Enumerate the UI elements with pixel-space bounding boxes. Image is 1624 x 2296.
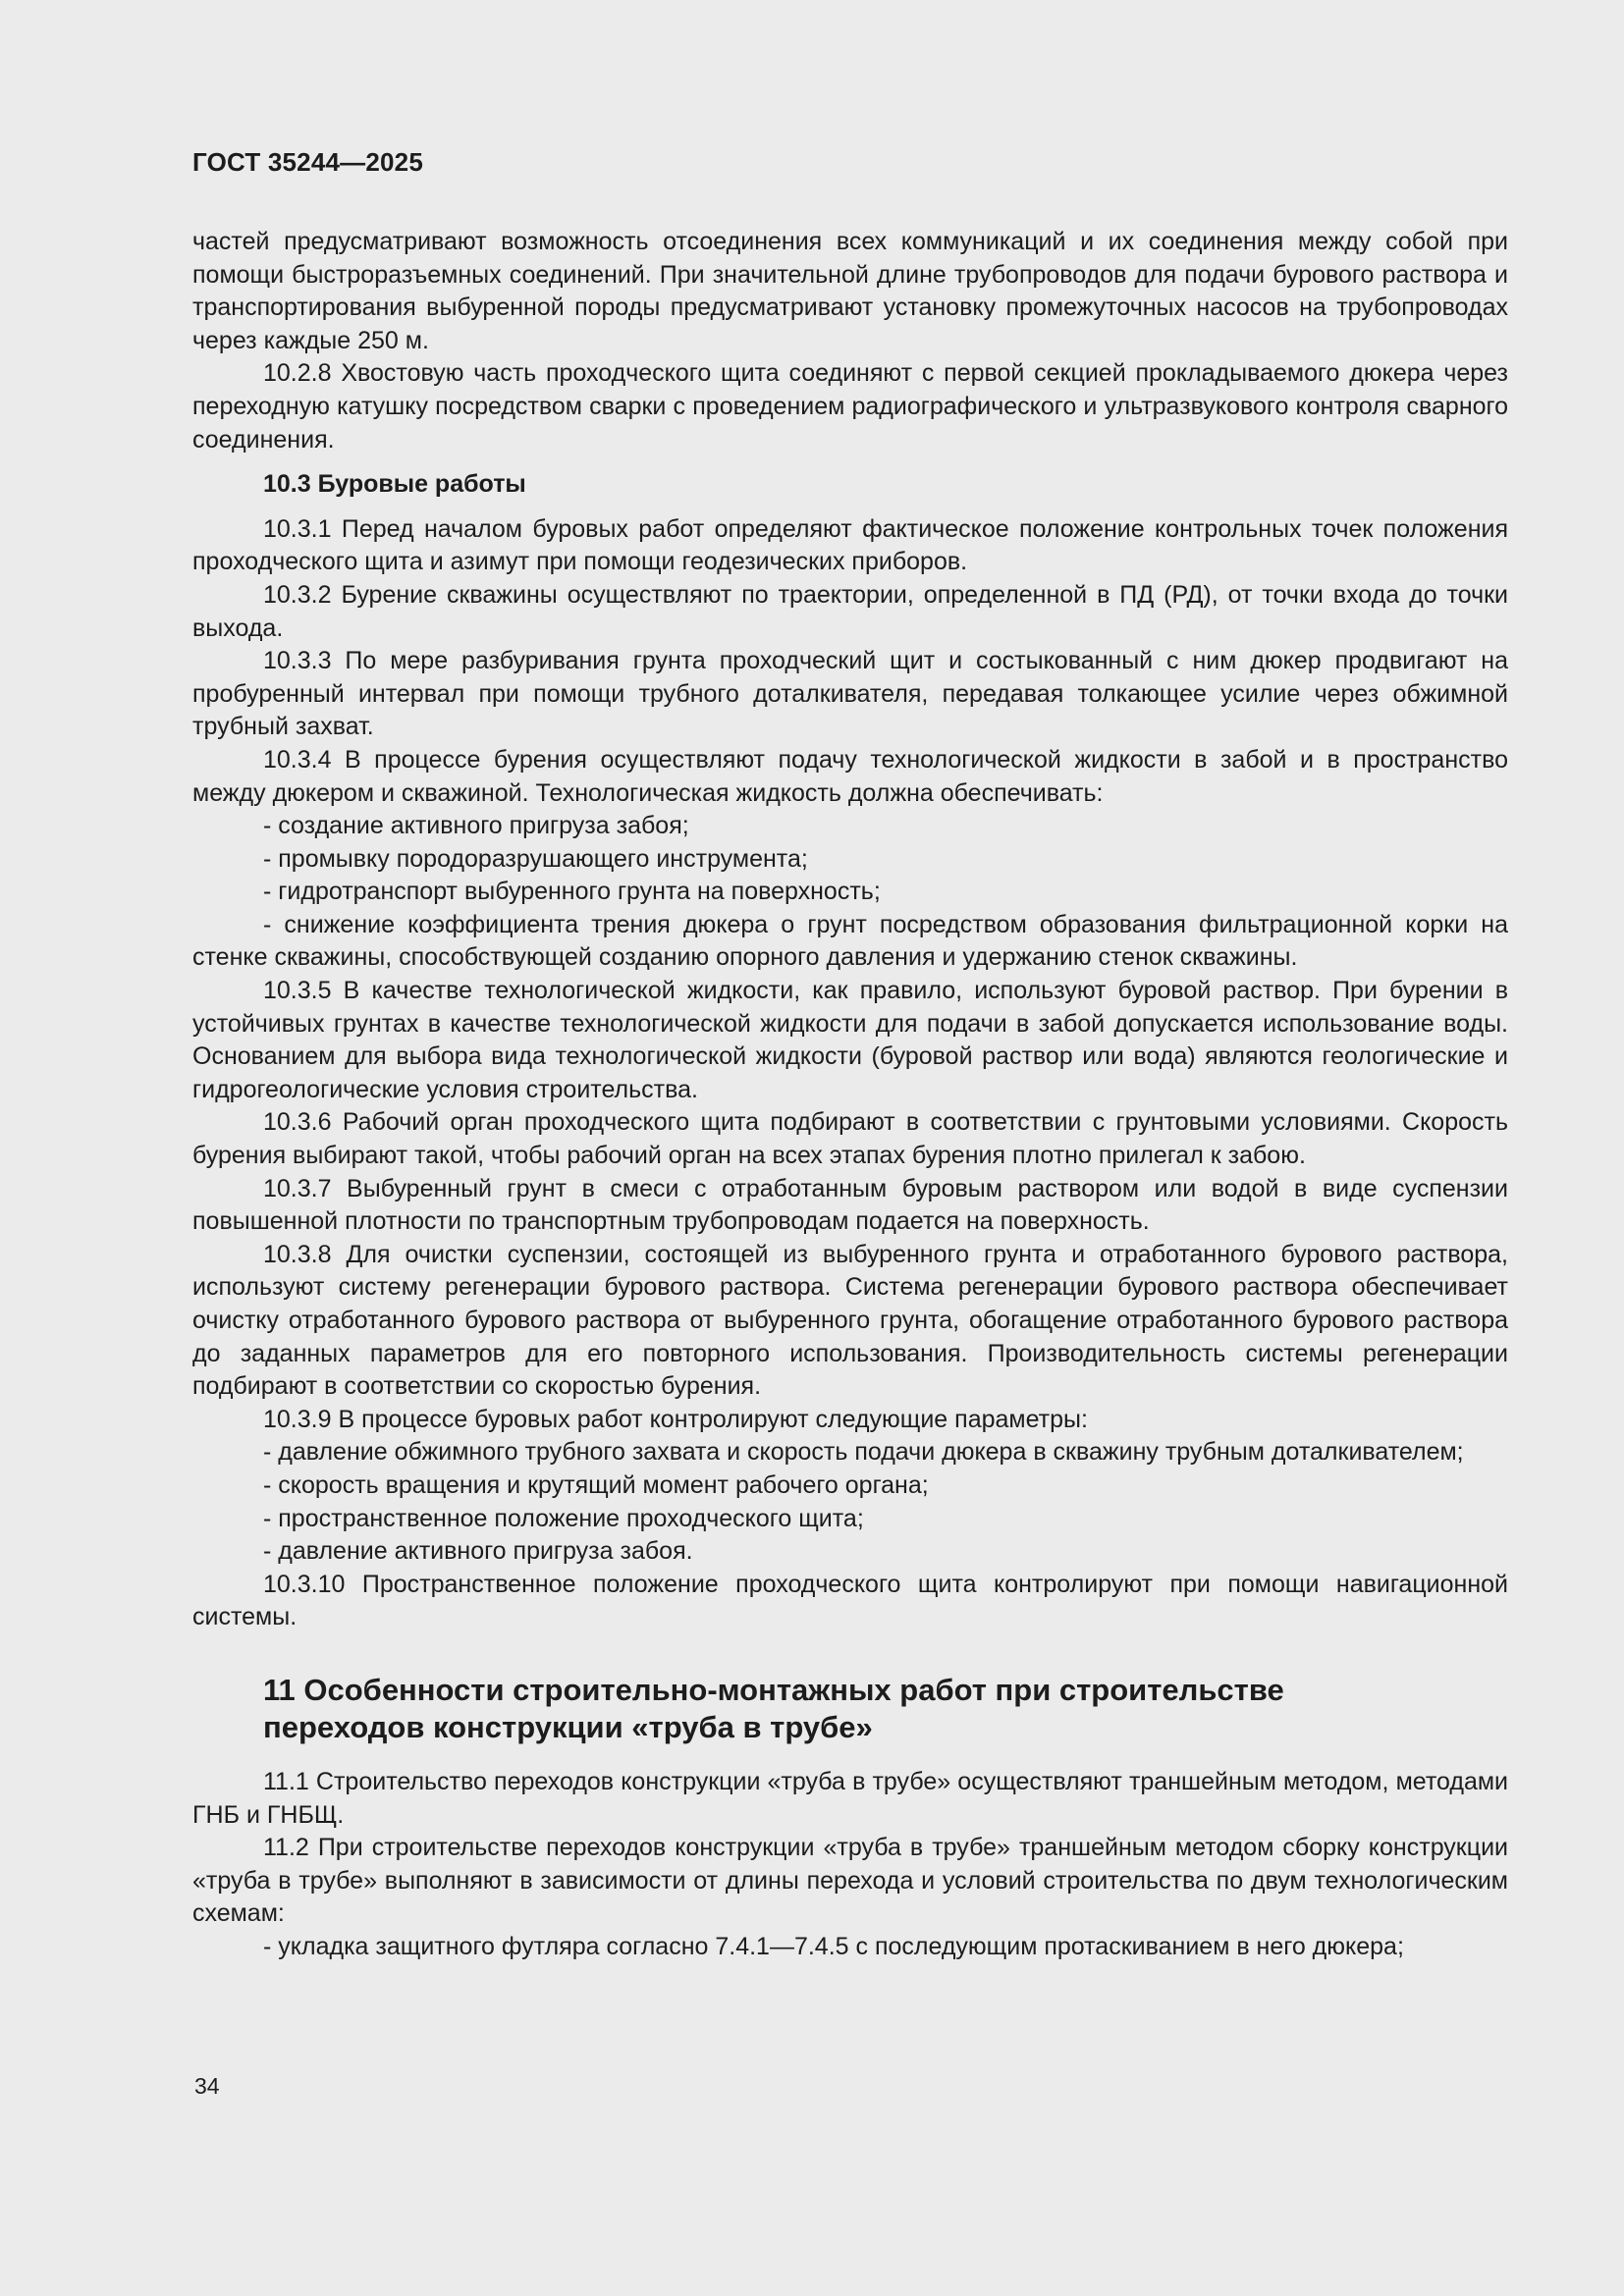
section-heading-11-line-1: 11 Особенности строительно-монтажных работ при строительстве [263,1672,1284,1707]
list-item: - промывку породоразрушающего инструмента; [263,844,808,873]
section-heading-11-line-2: переходов конструкции «труба в трубе» [263,1709,873,1744]
paragraph-10-3-3: 10.3.3 По мере разбуривания грунта проходческий щит и состыкованный с ним дюкер продвигают на пробуренный интервал при помощи трубного доталкивателя, передавая толкающее усилие через обжимной трубный захват. [192,647,1508,741]
paragraph-11-2: 11.2 При строительстве переходов конструкции «труба в трубе» траншейным методом сборку конструкции «труба в трубе» выполняют в зависимости от длины перехода и условий строительства по двум технологическим схемам: [192,1834,1508,1928]
paragraph-11-1: 11.1 Строительство переходов конструкции «труба в трубе» осуществляют траншейным методом, методами ГНБ и ГНБЩ. [192,1767,1508,1829]
list-item: - создание активного пригруза забоя; [263,812,689,840]
paragraph-10-3-1: 10.3.1 Перед началом буровых работ определяют фактическое положение контрольных точек положения проходческого щита и азимут при помощи геодезических приборов. [192,514,1508,576]
paragraph-10-2-8: 10.2.8 Хвостовую часть проходческого щита соединяют с первой секцией прокладываемого дюкера через переходную катушку посредством сварки с проведением радиографического и ультразвукового контроля сварного соединения. [192,359,1508,454]
paragraph-10-3-4: 10.3.4 В процессе бурения осуществляют подачу технологической жидкости в забой и в пространство между дюкером и скважиной. Технологическая жидкость должна обеспечивать: [192,745,1508,807]
document-body [192,226,1508,1964]
paragraph-continuation: частей предусматривают возможность отсоединения всех коммуникаций и их соединения между собой при помощи быстроразъемных соединений. При значительной длине трубопроводов для подачи бурового раствора и транспортирования выбуренной породы предусматривают установку промежуточных насосов на трубопроводах через каждые 250 м. [192,228,1508,354]
paragraph-10-3-6: 10.3.6 Рабочий орган проходческого щита подбирают в соответствии с грунтовыми условиями. Скорость бурения выбирают такой, чтобы рабочий орган на всех этапах бурения плотно прилегал к забою. [192,1108,1508,1170]
list-item: - гидротранспорт выбуренного грунта на поверхность; [263,878,881,906]
list-item: - снижение коэффициента трения дюкера о грунт посредством образования фильтрационной корки на стенке скважины, способствующей созданию опорного давления и удержанию стенок скважины. [192,910,1508,972]
document-id-header: ГОСТ 35244—2025 [192,147,423,177]
paragraph-10-3-8: 10.3.8 Для очистки суспензии, состоящей из выбуренного грунта и отработанного бурового раствора, используют систему регенерации бурового раствора. Система регенерации бурового раствора обеспечивает очистку отработанного бурового раствора от выбуренного грунта, обогащение отработанного бурового раствора до заданных параметров для его повторного использования. Производительность системы регенерации подбирают в соответствии со скоростью бурения. [192,1240,1508,1401]
paragraph-10-3-9: 10.3.9 В процессе буровых работ контролируют следующие параметры: [263,1405,1088,1433]
list-item: - давление обжимного трубного захвата и скорость подачи дюкера в скважину трубным доталкивателем; [263,1438,1464,1467]
list-item: - давление активного пригруза забоя. [263,1537,693,1566]
paragraph-10-3-7: 10.3.7 Выбуренный грунт в смеси с отработанным буровым раствором или водой в виде суспензии повышенной плотности по транспортным трубопроводам подается на поверхность. [192,1174,1508,1236]
list-item: - пространственное положение проходческого щита; [263,1504,864,1532]
section-heading-11 [192,1634,1508,1766]
list-item: - укладка защитного футляра согласно 7.4.1—7.4.5 с последующим протаскиванием в него дюкера; [263,1932,1404,1960]
paragraph-10-3-2: 10.3.2 Бурение скважины осуществляют по траектории, определенной в ПД (РД), от точки входа до точки выхода. [192,580,1508,642]
list-item: - скорость вращения и крутящий момент рабочего органа; [263,1470,929,1499]
paragraph-10-3-10: 10.3.10 Пространственное положение проходческого щита контролируют при помощи навигационной системы. [192,1570,1508,1631]
paragraph-10-3-5: 10.3.5 В качестве технологической жидкости, как правило, используют буровой раствор. При бурении в устойчивых грунтах в качестве технологической жидкости для подачи в забой допускается использование воды. Основанием для выбора вида технологической жидкости (буровой раствор или вода) являются геологические и гидрогеологические условия строительства. [192,977,1508,1103]
section-heading-10-3: 10.3 Буровые работы [263,470,526,499]
page-number: 34 [194,2073,220,2099]
